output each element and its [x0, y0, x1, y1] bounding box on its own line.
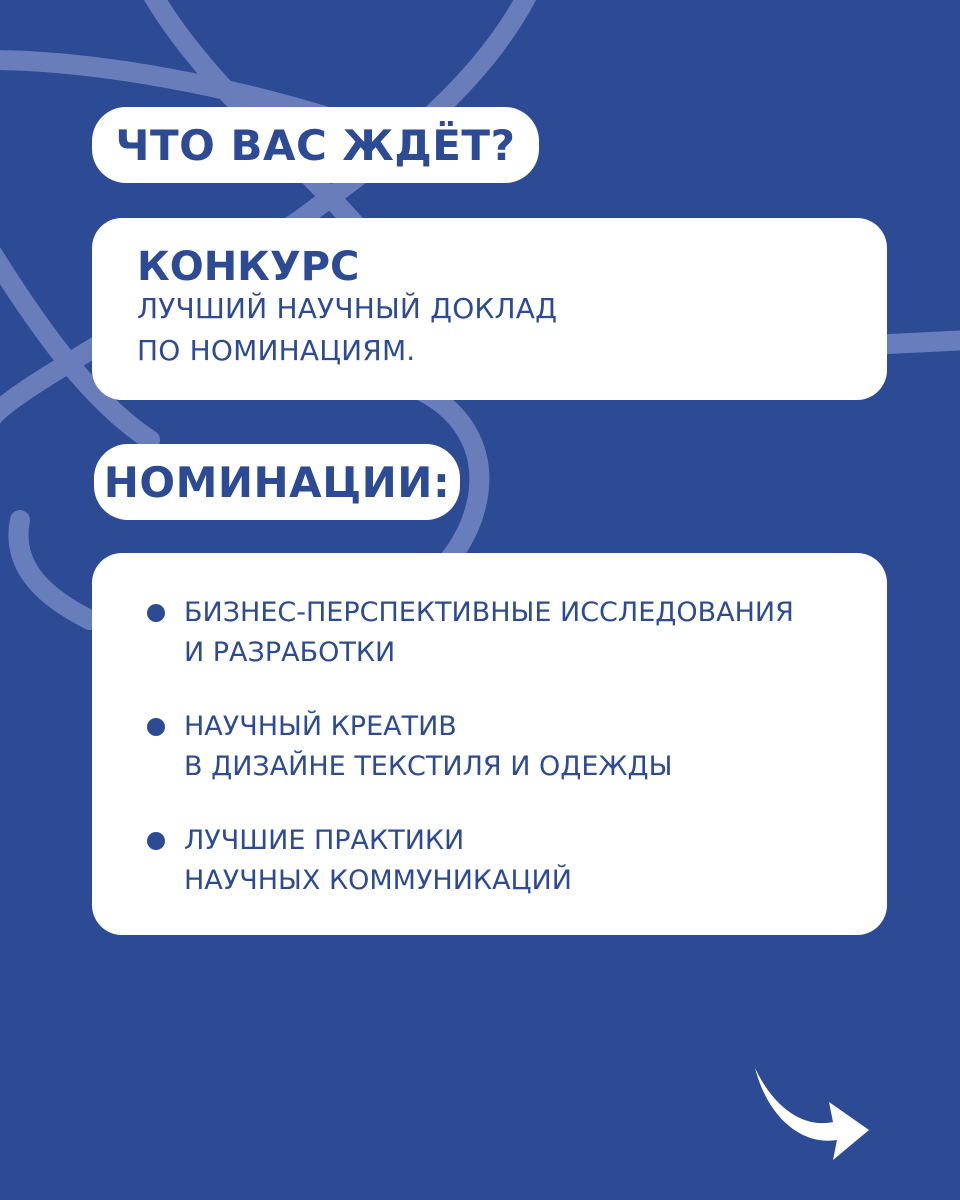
- header-pill: [92, 107, 539, 183]
- nominations-card: [92, 553, 887, 935]
- contest-line-1: ЛУЧШИЙ НАУЧНЫЙ ДОКЛАД: [137, 292, 558, 325]
- contest-line-2: ПО НОМИНАЦИЯМ.: [137, 334, 416, 367]
- bullet-icon: [147, 604, 165, 622]
- bullet-icon: [147, 832, 165, 850]
- header-question: ЧТО ВАС ЖДЁТ?: [115, 120, 516, 170]
- nominations-heading: НОМИНАЦИИ:: [103, 457, 451, 507]
- next-arrow-icon[interactable]: [745, 1060, 880, 1170]
- nomination-line: В ДИЗАЙНЕ ТЕКСТИЛЯ И ОДЕЖДЫ: [184, 751, 673, 782]
- nominations-heading-pill: [94, 444, 460, 520]
- nomination-line: И РАЗРАБОТКИ: [184, 637, 396, 668]
- nomination-line: НАУЧНЫЙ КРЕАТИВ: [184, 711, 457, 742]
- nomination-line: НАУЧНЫХ КОММУНИКАЦИЙ: [184, 865, 572, 896]
- bullet-icon: [147, 718, 165, 736]
- nomination-line: БИЗНЕС-ПЕРСПЕКТИВНЫЕ ИССЛЕДОВАНИЯ: [184, 597, 794, 628]
- contest-title: КОНКУРС: [137, 244, 360, 290]
- contest-card: [92, 218, 887, 400]
- nomination-line: ЛУЧШИЕ ПРАКТИКИ: [184, 825, 465, 856]
